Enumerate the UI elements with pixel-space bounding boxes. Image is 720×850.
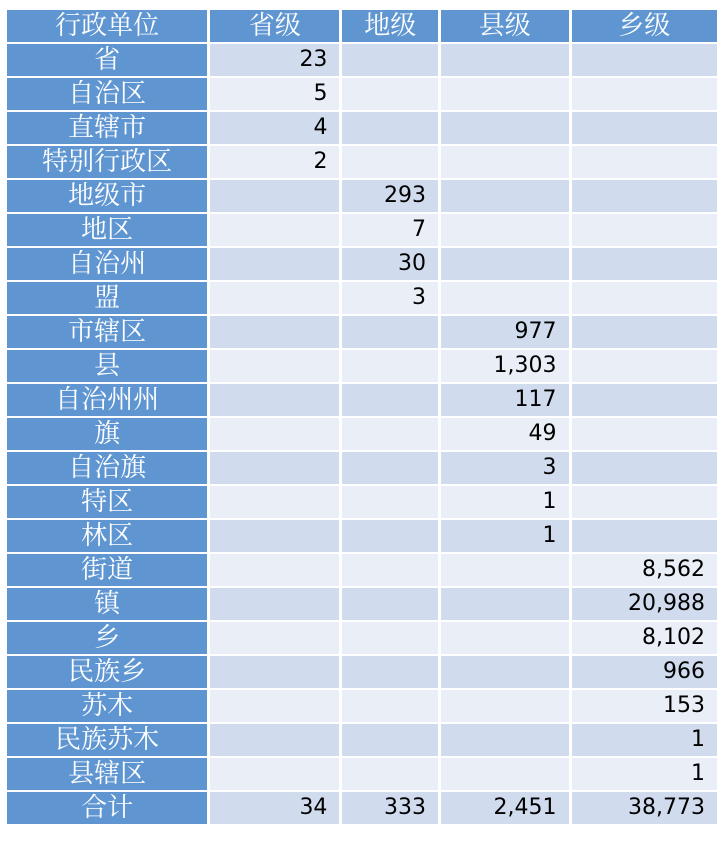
table-row (7, 622, 717, 654)
row-label: 自治旗 (7, 452, 207, 484)
row-value: 3 (441, 452, 568, 484)
row-label: 市辖区 (7, 316, 207, 348)
row-value (342, 350, 438, 382)
row-value (572, 350, 717, 382)
row-value (210, 180, 339, 212)
row-value: 8,562 (572, 554, 717, 586)
row-value (441, 622, 568, 654)
header-township-level: 乡级 (572, 10, 717, 42)
row-value (342, 418, 438, 450)
table-row (7, 656, 717, 688)
row-value (342, 520, 438, 552)
row-value (441, 112, 568, 144)
row-value: 966 (572, 656, 717, 688)
row-value (210, 554, 339, 586)
row-label: 乡 (7, 622, 207, 654)
row-value: 117 (441, 384, 568, 416)
row-value (441, 214, 568, 246)
row-value (210, 758, 339, 790)
row-value (342, 78, 438, 110)
row-value (210, 520, 339, 552)
header-county-level: 县级 (441, 10, 568, 42)
row-label: 直辖市 (7, 112, 207, 144)
table-row (7, 248, 717, 280)
row-label: 街道 (7, 554, 207, 586)
row-value (441, 724, 568, 756)
row-label: 省 (7, 44, 207, 76)
row-value: 4 (210, 112, 339, 144)
table-row (7, 316, 717, 348)
table-row (7, 690, 717, 722)
row-value (572, 214, 717, 246)
row-value (441, 690, 568, 722)
table-row (7, 588, 717, 620)
row-value: 2,451 (441, 792, 568, 824)
row-value (572, 418, 717, 450)
row-value (441, 146, 568, 178)
row-value: 1 (572, 758, 717, 790)
row-value: 153 (572, 690, 717, 722)
table-row (7, 282, 717, 314)
row-value: 1,303 (441, 350, 568, 382)
row-value (342, 758, 438, 790)
row-value (342, 384, 438, 416)
row-value (342, 588, 438, 620)
table-row (7, 78, 717, 110)
row-value (210, 724, 339, 756)
row-label: 盟 (7, 282, 207, 314)
header-unit: 行政单位 (7, 10, 207, 42)
row-value (342, 112, 438, 144)
row-value: 20,988 (572, 588, 717, 620)
row-label: 民族乡 (7, 656, 207, 688)
row-value (572, 316, 717, 348)
row-value: 7 (342, 214, 438, 246)
row-value (572, 78, 717, 110)
table-row (7, 384, 717, 416)
row-value (210, 384, 339, 416)
row-value (342, 724, 438, 756)
table-row (7, 520, 717, 552)
row-label: 苏木 (7, 690, 207, 722)
row-value (210, 588, 339, 620)
table-row (7, 112, 717, 144)
row-label: 县辖区 (7, 758, 207, 790)
table-row (7, 554, 717, 586)
row-value (210, 418, 339, 450)
row-value: 30 (342, 248, 438, 280)
row-value (210, 622, 339, 654)
row-label: 民族苏木 (7, 724, 207, 756)
row-value (441, 758, 568, 790)
row-value (210, 350, 339, 382)
row-label: 县 (7, 350, 207, 382)
table-row (7, 486, 717, 518)
row-value (441, 180, 568, 212)
row-value (342, 452, 438, 484)
table-row (7, 758, 717, 790)
row-value: 5 (210, 78, 339, 110)
row-value: 333 (342, 792, 438, 824)
row-label: 地区 (7, 214, 207, 246)
row-value (572, 44, 717, 76)
header-row (7, 10, 717, 42)
table-row (7, 724, 717, 756)
row-value (572, 384, 717, 416)
row-value (210, 656, 339, 688)
row-value: 23 (210, 44, 339, 76)
row-value (210, 248, 339, 280)
row-label: 地级市 (7, 180, 207, 212)
row-label: 特别行政区 (7, 146, 207, 178)
row-value (342, 146, 438, 178)
row-value: 34 (210, 792, 339, 824)
row-value (342, 554, 438, 586)
row-value: 1 (441, 520, 568, 552)
header-province-level: 省级 (210, 10, 339, 42)
row-value: 38,773 (572, 792, 717, 824)
row-value (210, 282, 339, 314)
table-row (7, 146, 717, 178)
row-value (572, 248, 717, 280)
row-label: 合计 (7, 792, 207, 824)
row-value (342, 44, 438, 76)
row-value (572, 520, 717, 552)
row-value: 49 (441, 418, 568, 450)
row-value: 2 (210, 146, 339, 178)
row-value: 1 (441, 486, 568, 518)
row-value: 977 (441, 316, 568, 348)
total-row (7, 792, 717, 824)
row-value (210, 316, 339, 348)
row-value (210, 214, 339, 246)
admin-units-table (4, 8, 720, 826)
row-value (342, 486, 438, 518)
table-row (7, 180, 717, 212)
header-prefecture-level: 地级 (342, 10, 438, 42)
row-value: 3 (342, 282, 438, 314)
row-value (572, 452, 717, 484)
table-row (7, 44, 717, 76)
table-row (7, 350, 717, 382)
row-label: 自治州 (7, 248, 207, 280)
row-value (441, 588, 568, 620)
row-label: 林区 (7, 520, 207, 552)
row-value (210, 690, 339, 722)
row-label: 特区 (7, 486, 207, 518)
row-value (572, 282, 717, 314)
row-value (441, 282, 568, 314)
table-row (7, 418, 717, 450)
row-value (342, 316, 438, 348)
row-value (441, 554, 568, 586)
row-value (572, 486, 717, 518)
row-value (441, 656, 568, 688)
row-value (210, 486, 339, 518)
row-value (342, 690, 438, 722)
row-value (441, 248, 568, 280)
row-value (210, 452, 339, 484)
row-label: 自治区 (7, 78, 207, 110)
row-value (342, 656, 438, 688)
row-value: 1 (572, 724, 717, 756)
row-value: 293 (342, 180, 438, 212)
row-value (441, 44, 568, 76)
row-label: 镇 (7, 588, 207, 620)
row-label: 自治州州 (7, 384, 207, 416)
row-label: 旗 (7, 418, 207, 450)
row-value (441, 78, 568, 110)
table-row (7, 214, 717, 246)
row-value (342, 622, 438, 654)
row-value (572, 180, 717, 212)
row-value (572, 112, 717, 144)
row-value: 8,102 (572, 622, 717, 654)
row-value (572, 146, 717, 178)
table-row (7, 452, 717, 484)
